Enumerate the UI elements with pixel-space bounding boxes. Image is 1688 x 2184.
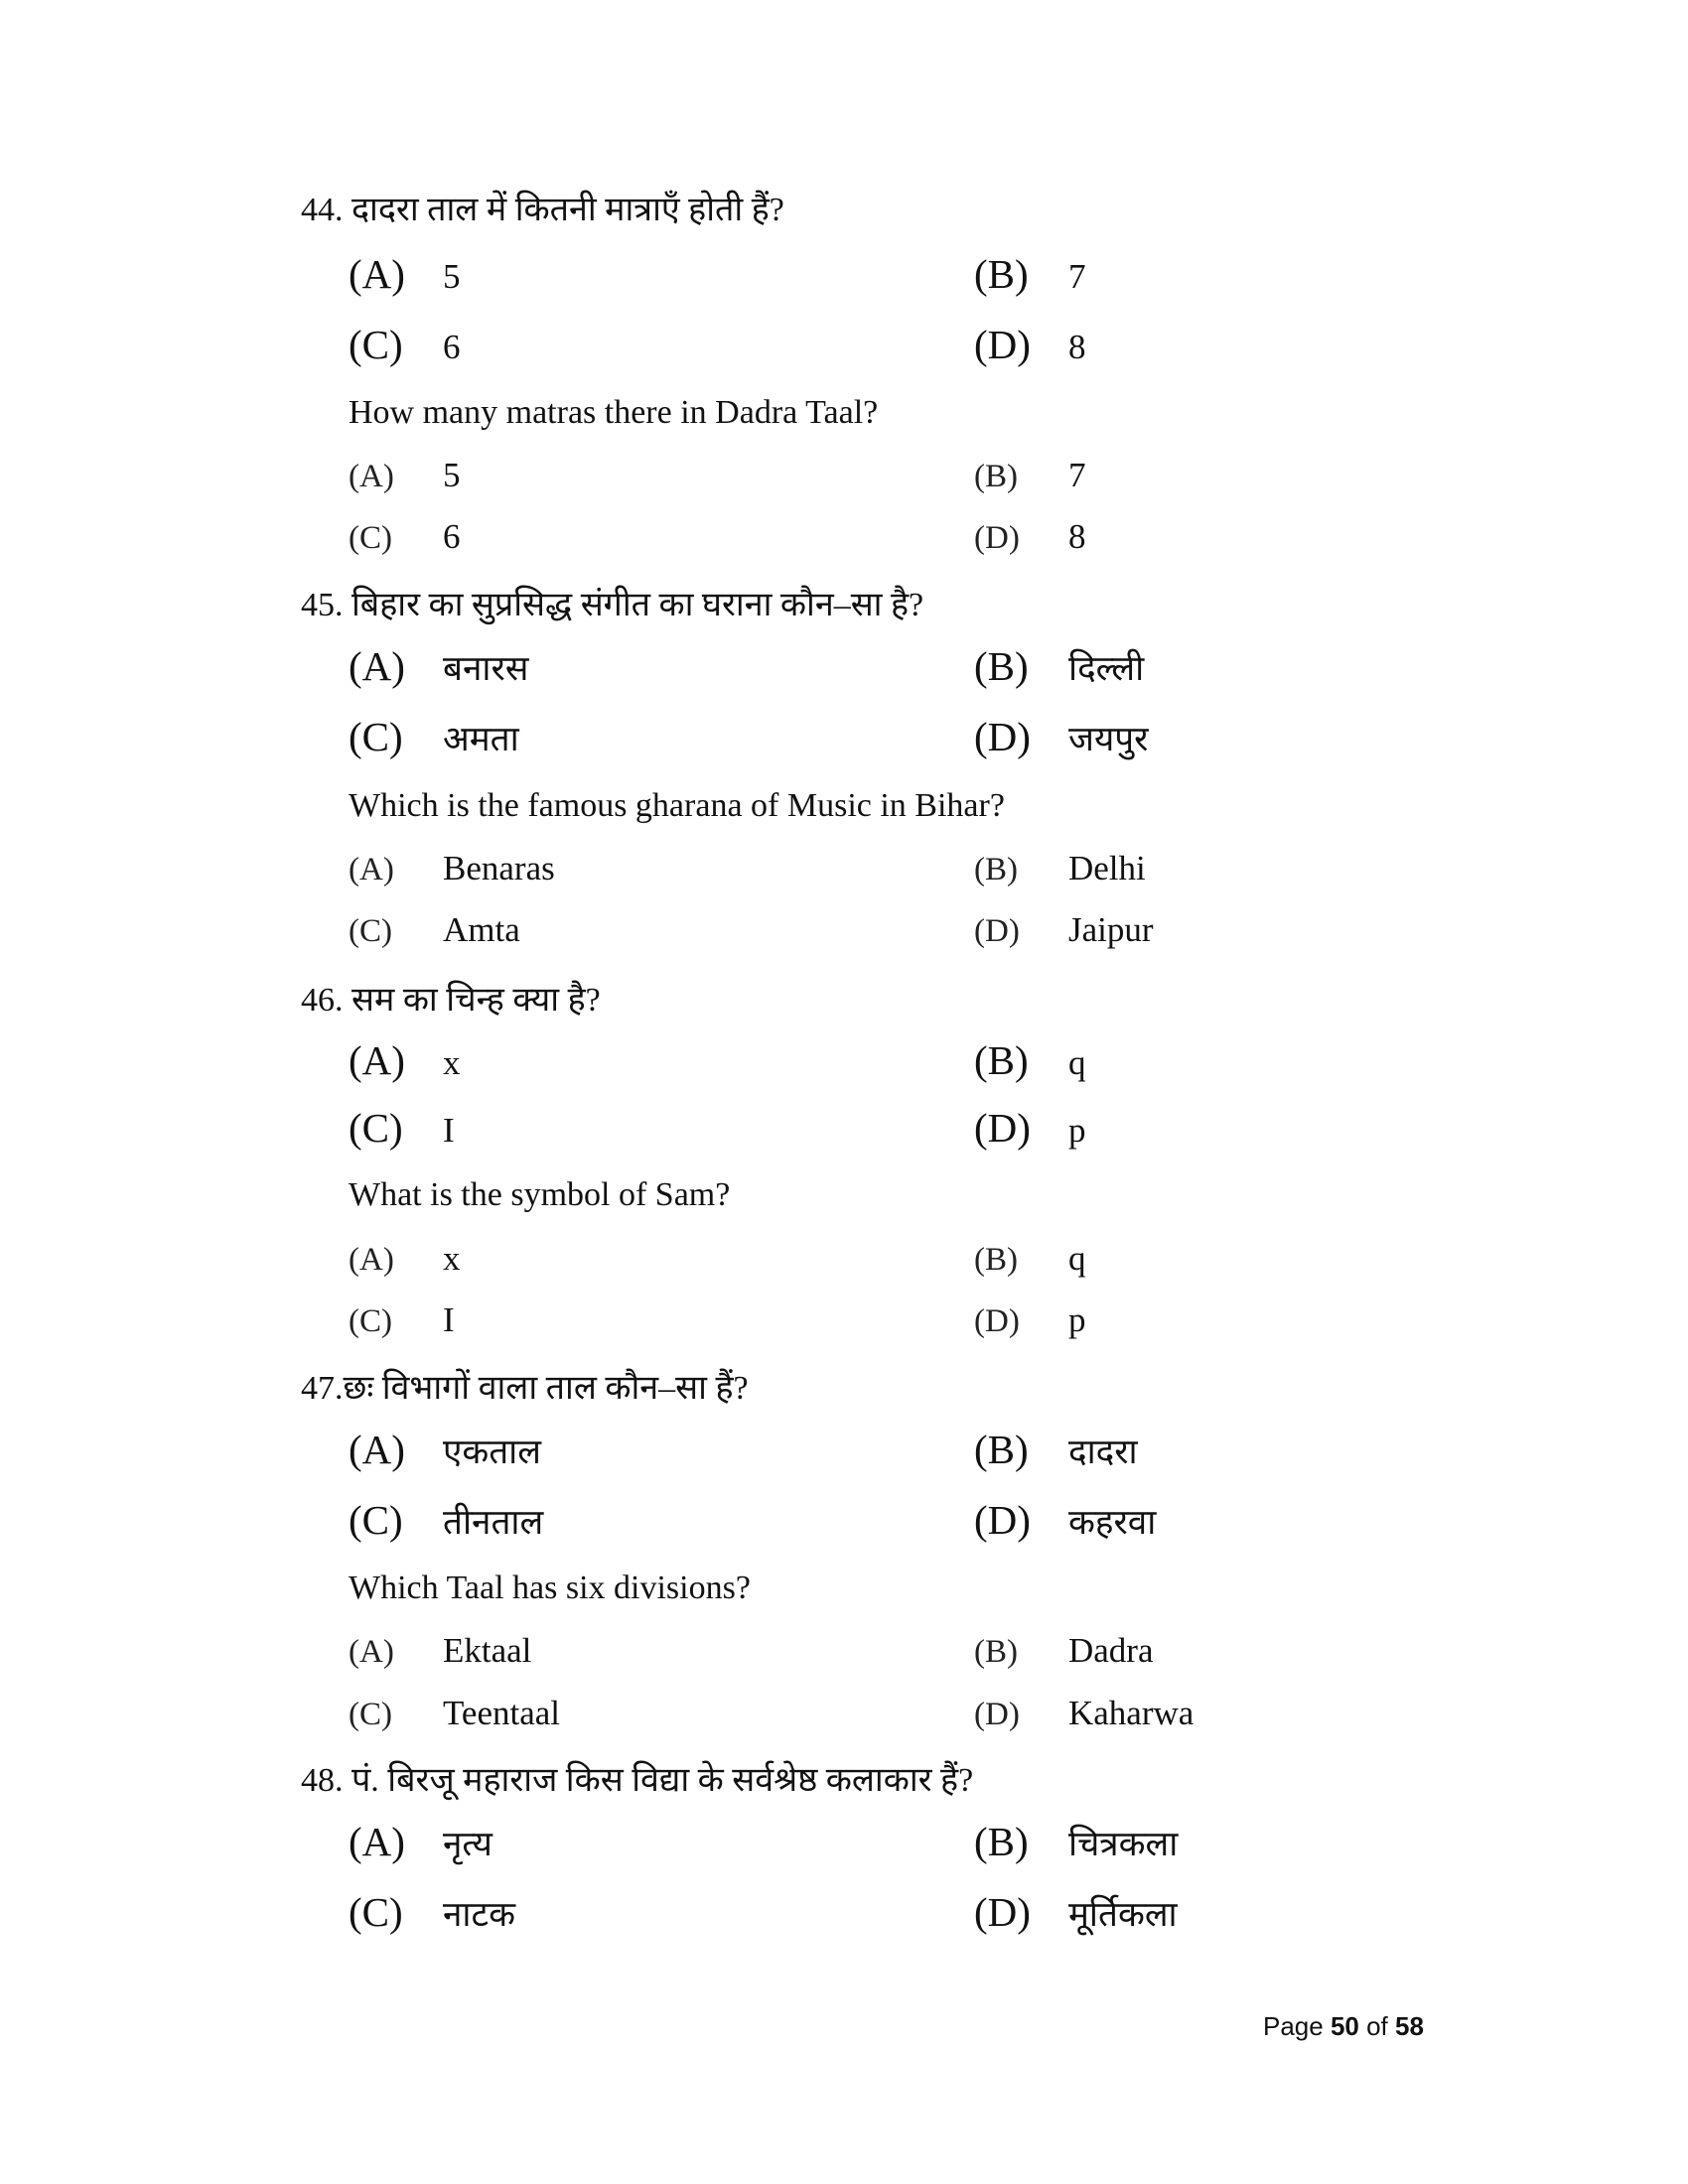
question-45-english: Which is the famous gharana of Music in Bihar? xyxy=(349,787,1005,824)
option-text: नृत्य xyxy=(443,1825,492,1863)
page-of: of xyxy=(1358,2011,1396,2041)
option-text: p xyxy=(1068,1111,1086,1150)
page-number xyxy=(1263,2011,1424,2042)
option-label: (A) xyxy=(349,459,394,494)
option-d xyxy=(974,321,1086,368)
question-44-english: How many matras there in Dadra Taal? xyxy=(349,394,879,431)
option-text: 6 xyxy=(443,328,461,366)
option-label: (B) xyxy=(974,852,1018,887)
option-label: (A) xyxy=(349,1242,394,1278)
question-47-hindi: 47.छः विभागों वाला ताल कौन–सा हैं? xyxy=(301,1370,749,1407)
options-row xyxy=(349,517,1242,577)
option-text: Dadra xyxy=(1068,1631,1154,1670)
option-c xyxy=(349,713,519,761)
option-label: (C) xyxy=(349,1105,403,1151)
options-row xyxy=(349,1426,1242,1485)
option-text: q xyxy=(1068,1043,1086,1082)
option-text: अमता xyxy=(443,720,519,758)
option-text: 6 xyxy=(443,517,461,556)
option-text: दिल्ली xyxy=(1068,649,1145,688)
option-a xyxy=(349,250,461,298)
option-text: x xyxy=(443,1043,461,1082)
option-text: एकताल xyxy=(443,1433,541,1471)
option-label: (D) xyxy=(974,1889,1031,1935)
option-text: बनारस xyxy=(443,649,529,688)
option-d xyxy=(974,1694,1194,1733)
option-d xyxy=(974,1300,1086,1340)
option-label: (A) xyxy=(349,1037,405,1083)
options-row xyxy=(349,1631,1242,1691)
option-text: 5 xyxy=(443,257,461,296)
option-text: q xyxy=(1068,1239,1086,1278)
option-label: (D) xyxy=(974,1497,1031,1543)
option-a xyxy=(349,1818,492,1866)
option-label: (D) xyxy=(974,322,1031,367)
option-a xyxy=(349,849,555,888)
option-text: तीनताल xyxy=(443,1503,544,1542)
option-b xyxy=(974,642,1144,691)
option-c xyxy=(349,1694,560,1733)
options-row xyxy=(349,321,1242,380)
option-label: (D) xyxy=(974,1105,1031,1151)
option-text: 8 xyxy=(1068,517,1086,556)
option-label: (B) xyxy=(974,1634,1018,1670)
option-text: नाटक xyxy=(443,1895,516,1934)
option-label: (D) xyxy=(974,1697,1020,1732)
option-a xyxy=(349,1631,531,1671)
question-47-english: Which Taal has six divisions? xyxy=(349,1570,751,1606)
option-b xyxy=(974,849,1146,888)
option-text: दादरा xyxy=(1068,1433,1138,1471)
option-label: (D) xyxy=(974,913,1020,949)
option-label: (D) xyxy=(974,714,1031,759)
option-label: (A) xyxy=(349,1427,405,1472)
option-label: (C) xyxy=(349,1697,392,1732)
options-row xyxy=(349,713,1242,772)
options-row xyxy=(349,1300,1242,1360)
option-b xyxy=(974,1426,1138,1474)
option-text: Teentaal xyxy=(443,1694,561,1732)
option-text: x xyxy=(443,1239,461,1278)
option-d xyxy=(974,1888,1178,1937)
option-label: (D) xyxy=(974,520,1020,556)
option-b xyxy=(974,456,1086,495)
option-label: (C) xyxy=(349,520,392,556)
option-label: (B) xyxy=(974,1427,1029,1472)
option-label: (A) xyxy=(349,852,394,887)
options-row xyxy=(349,910,1242,970)
question-46-hindi: 46. सम का चिन्ह क्या है? xyxy=(301,982,601,1019)
option-d xyxy=(974,1496,1156,1545)
option-label: (B) xyxy=(974,643,1029,689)
option-c xyxy=(349,321,461,368)
options-row xyxy=(349,849,1242,908)
options-row xyxy=(349,1888,1242,1948)
option-text: कहरवा xyxy=(1068,1503,1157,1542)
option-d xyxy=(974,517,1086,557)
option-label: (A) xyxy=(349,1634,394,1670)
option-text: चित्रकला xyxy=(1068,1825,1179,1863)
options-row xyxy=(349,1239,1242,1298)
option-c xyxy=(349,1300,455,1340)
question-44-hindi: 44. दादरा ताल में कितनी मात्राएँ होती हैं? xyxy=(301,192,784,228)
option-a xyxy=(349,1426,541,1474)
option-text: 5 xyxy=(443,456,461,494)
option-d xyxy=(974,713,1148,761)
option-text: p xyxy=(1068,1300,1086,1339)
option-label: (B) xyxy=(974,459,1018,494)
options-row xyxy=(349,642,1242,702)
option-a xyxy=(349,1036,461,1084)
option-label: (B) xyxy=(974,1037,1029,1083)
option-text: Benaras xyxy=(443,849,555,887)
option-c xyxy=(349,910,520,950)
option-b xyxy=(974,1631,1154,1671)
option-label: (C) xyxy=(349,1889,403,1935)
option-b xyxy=(974,1036,1086,1084)
option-c xyxy=(349,1104,455,1152)
option-a xyxy=(349,1239,461,1279)
option-c xyxy=(349,1496,543,1545)
question-48-hindi: 48. पं. बिरजू महाराज किस विद्या के सर्वश्रेष्ठ कलाकार हैं? xyxy=(301,1762,974,1799)
question-45-hindi: 45. बिहार का सुप्रसिद्ध संगीत का घराना कौन–सा है? xyxy=(301,587,924,623)
option-b xyxy=(974,1818,1178,1866)
option-label: (D) xyxy=(974,1303,1020,1339)
option-d xyxy=(974,1104,1086,1152)
option-d xyxy=(974,910,1154,950)
option-a xyxy=(349,642,528,691)
current-page: 50 xyxy=(1330,2011,1359,2041)
option-text: Ektaal xyxy=(443,1631,532,1670)
options-row xyxy=(349,250,1242,310)
option-label: (A) xyxy=(349,251,405,297)
total-pages: 58 xyxy=(1395,2011,1424,2041)
option-text: Amta xyxy=(443,910,520,949)
option-c xyxy=(349,1888,515,1937)
option-c xyxy=(349,517,461,557)
option-label: (B) xyxy=(974,251,1029,297)
options-row xyxy=(349,1036,1242,1096)
option-label: (B) xyxy=(974,1819,1029,1864)
options-row xyxy=(349,456,1242,515)
option-label: (B) xyxy=(974,1242,1018,1278)
options-row xyxy=(349,1104,1242,1163)
option-text: Delhi xyxy=(1068,849,1146,887)
option-label: (C) xyxy=(349,1303,392,1339)
option-text: 8 xyxy=(1068,328,1086,366)
option-text: 7 xyxy=(1068,257,1086,296)
option-label: (C) xyxy=(349,1497,403,1543)
option-text: मूर्तिकला xyxy=(1068,1895,1178,1934)
option-text: Kaharwa xyxy=(1068,1694,1195,1732)
option-label: (C) xyxy=(349,322,403,367)
option-text: Jaipur xyxy=(1068,910,1154,949)
option-b xyxy=(974,250,1086,298)
option-label: (C) xyxy=(349,913,392,949)
page-prefix: Page xyxy=(1263,2011,1331,2041)
option-text: I xyxy=(443,1111,455,1150)
option-text: जयपुर xyxy=(1068,720,1149,758)
options-row xyxy=(349,1694,1242,1753)
option-label: (A) xyxy=(349,643,405,689)
question-46-english: What is the symbol of Sam? xyxy=(349,1176,731,1213)
option-text: I xyxy=(443,1300,455,1339)
option-b xyxy=(974,1239,1086,1279)
option-label: (A) xyxy=(349,1819,405,1864)
option-text: 7 xyxy=(1068,456,1086,494)
options-row xyxy=(349,1818,1242,1877)
options-row xyxy=(349,1496,1242,1556)
option-label: (C) xyxy=(349,714,403,759)
option-a xyxy=(349,456,461,495)
